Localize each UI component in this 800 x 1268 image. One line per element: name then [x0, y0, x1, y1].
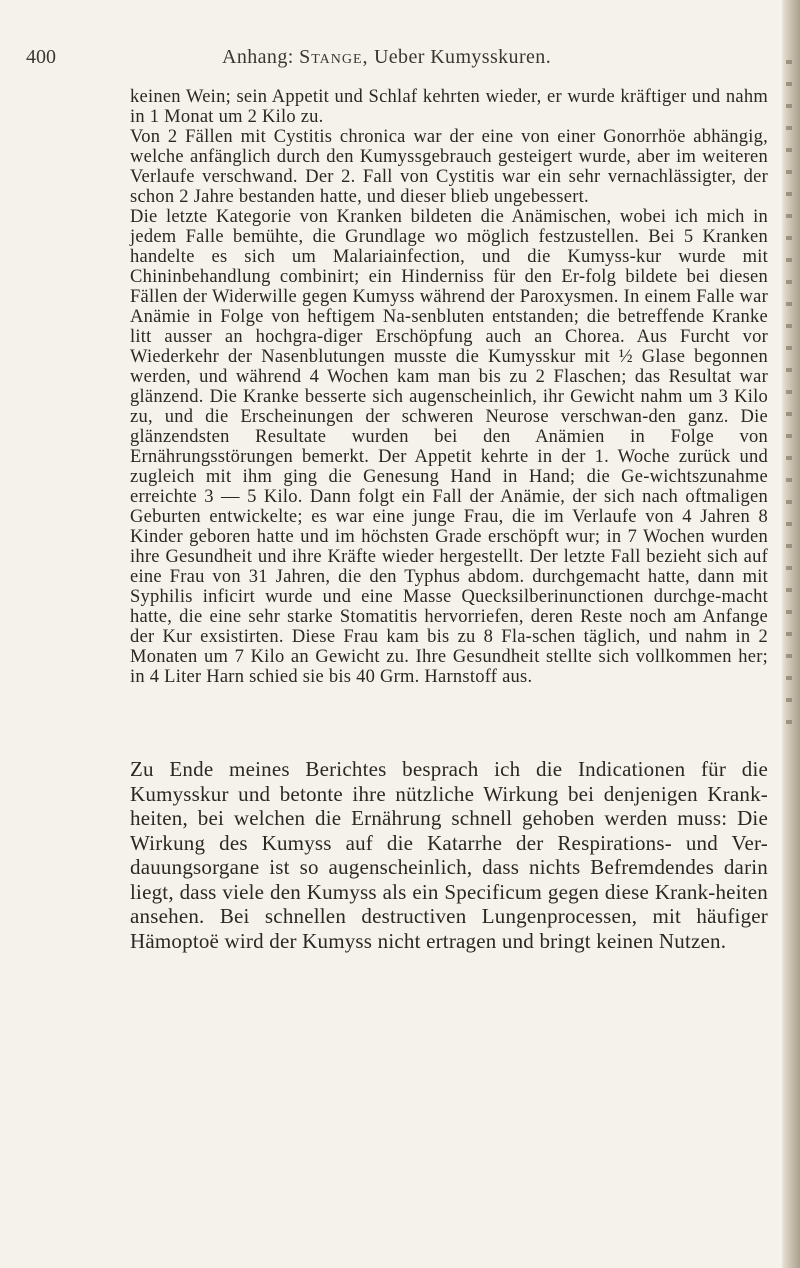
- running-title-author: Stange,: [299, 46, 369, 68]
- conclusion-paragraph: Zu Ende meines Berichtes besprach ich die Indicationen für die Kumysskur und betonte ihre nützliche Wirkung bei denjenigen Krank-heiten, bei welchen die Ernährung schnell gehoben werden muss: Die Wirkung des Kumyss auf die Katarrhe der Respirations- und Ver-dauungsorgane ist so augenscheinlich, dass nichts Befremdendes darin liegt, dass viele den Kumyss als ein Specificum gegen diese Krank-heiten ansehen. Bei schnellen destructiven Lungenprocessen, mit häufiger Hämoptoë wird der Kumyss nicht ertragen und bringt keinen Nutzen.: [130, 757, 768, 953]
- page-edge: [782, 0, 800, 1268]
- paragraph-2: Von 2 Fällen mit Cystitis chronica war der eine von einer Gonorrhöe abhängig, welche anfänglich durch den Kumyssgebrauch gesteigert wurde, aber im weiteren Verlaufe verschwand. Der 2. Fall von Cystitis war ein sehr vernachlässigter, der schon 2 Jahre bestanden hatte, und dieser blieb ungebessert.: [130, 127, 768, 207]
- body-text: [130, 87, 768, 687]
- running-title-rest: Ueber Kumysskuren.: [373, 46, 552, 68]
- paragraph-3: Die letzte Kategorie von Kranken bildeten die Anämischen, wobei ich mich in jedem Falle bemühte, die Grundlage wo möglich festzustellen. Bei 5 Kranken handelte es sich um Malariainfection, und die Kumyss-kur wurde mit Chininbehandlung combinirt; ein Hinderniss für den Er-folg bildete bei diesen Fällen der Widerwille gegen Kumyss während der Paroxysmen. In einem Falle war Anämie in Folge von heftigem Na-senbluten entstanden; die betreffende Kranke litt ausser an hochgra-diger Erschöpfung auch an Chorea. Aus Furcht vor Wiederkehr der Nasenblutungen musste die Kumysskur mit ½ Glase begonnen werden, und während 4 Wochen kam man bis zu 2 Flaschen; das Resultat war glänzend. Die Kranke besserte sich augenscheinlich, ihr Gewicht nahm um 3 Kilo zu, und die Erscheinungen der schweren Neurose verschwan-den ganz. Die glänzendsten Resultate wurden bei den Anämien in Folge von Ernährungsstörungen bemerkt. Der Appetit kehrte in der 1. Woche zurück und zugleich mit ihm ging die Genesung Hand in Hand; die Ge-wichtszunahme erreichte 3 — 5 Kilo. Dann folgt ein Fall der Anämie, der sich nach oftmaligen Geburten entwickelte; es war eine junge Frau, die im Verlaufe von 4 Jahren 8 Kinder geboren hatte und im höchsten Grade erschöpft wur; in 7 Wochen wurden ihre Gesundheit und ihre Kräfte wieder hergestellt. Der letzte Fall bezieht sich auf eine Frau von 31 Jahren, die den Typhus abdom. durchgemacht hatte, dann mit Syphilis inficirt wurde und eine Masse Quecksilberinunctionen durchge-macht hatte, die eine sehr starke Stomatitis hervorriefen, deren Reste noch am Anfange der Kur exsistirten. Diese Frau kam bis zu 8 Fla-schen täglich, und nahm in 2 Monaten um 7 Kilo an Gewicht zu. Ihre Gesundheit stellte sich vollkommen her; in 4 Liter Harn schied sie bis 40 Grm. Harnstoff aus.: [130, 207, 768, 687]
- running-title-prefix: Anhang:: [222, 46, 294, 68]
- page-number: 400: [26, 46, 56, 68]
- paragraph-1: keinen Wein; sein Appetit und Schlaf kehrten wieder, er wurde kräftiger und nahm in 1 Monat um 2 Kilo zu.: [130, 87, 768, 127]
- running-title: [222, 46, 551, 69]
- conclusion-text: [130, 757, 768, 953]
- page-header: [0, 46, 800, 74]
